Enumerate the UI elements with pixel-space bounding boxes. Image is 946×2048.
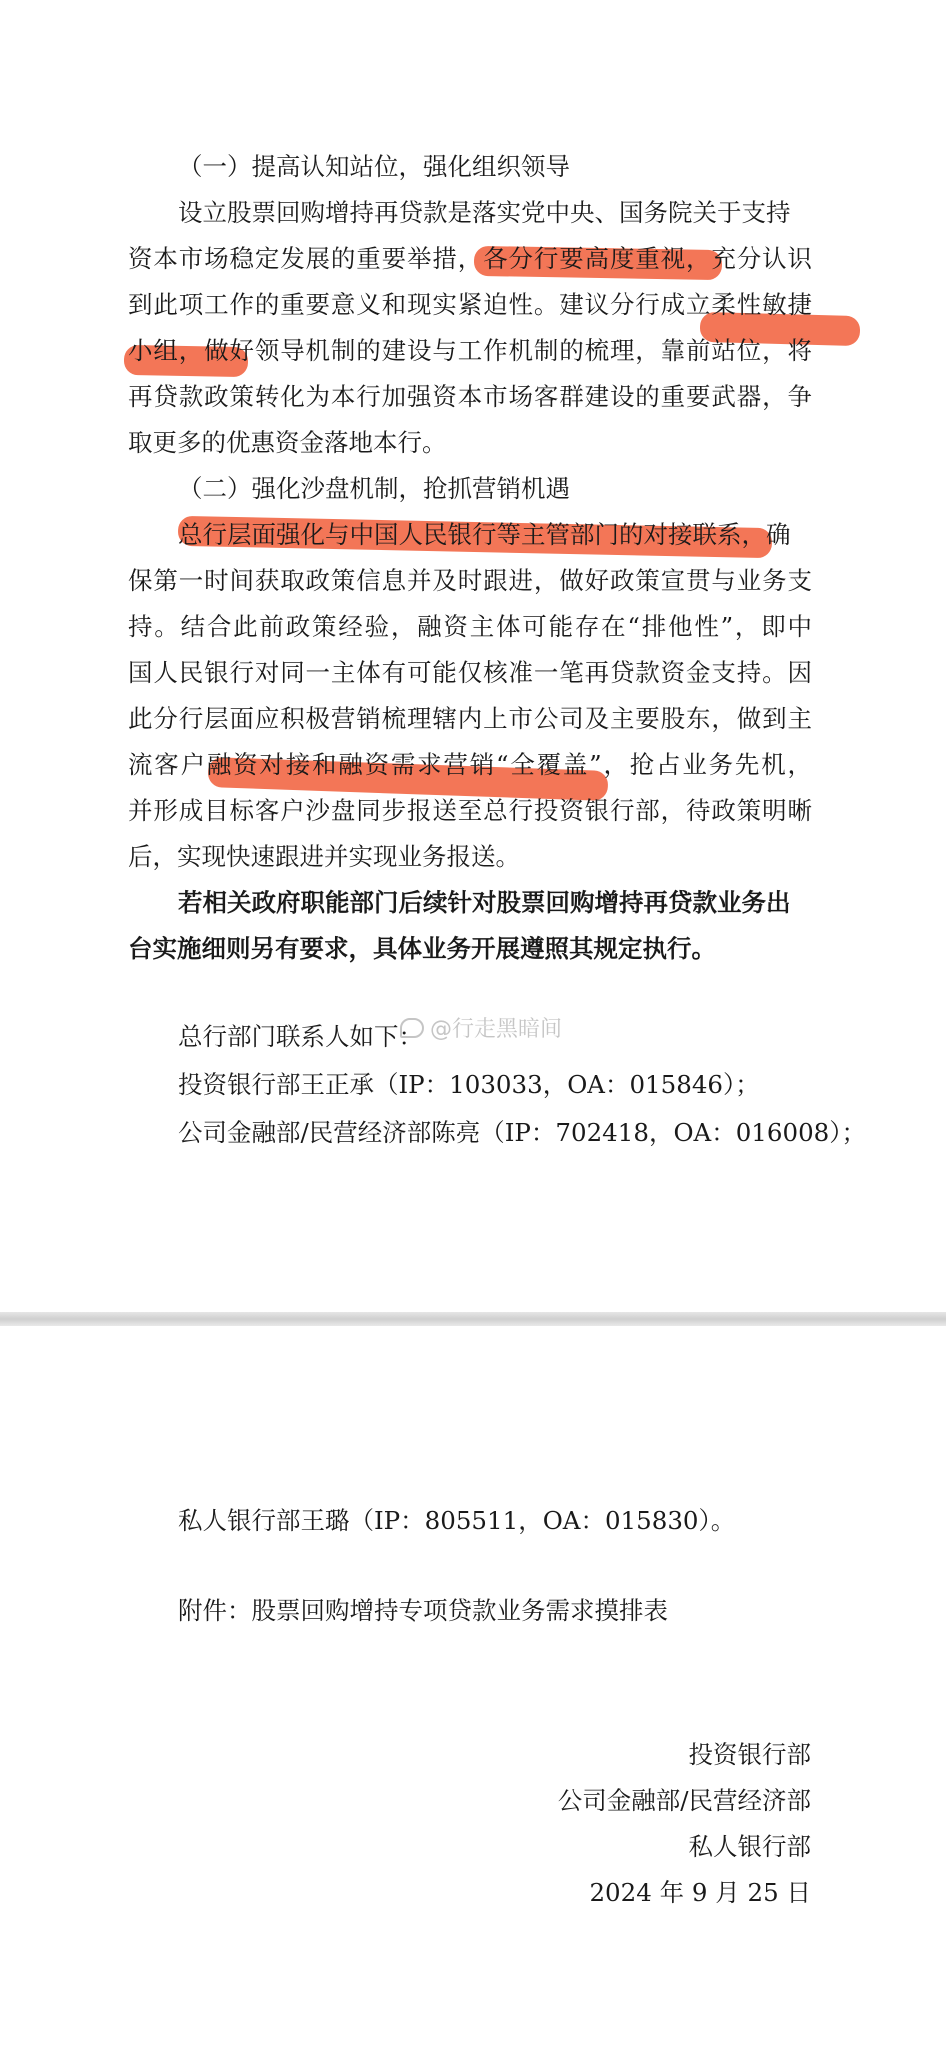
paragraph-line: 并形成目标客户沙盘同步报送至总行投资银行部，待政策明晰 [128, 796, 812, 825]
paragraph-line: 流客户融资对接和融资需求营销“全覆盖”，抢占业务先机， [128, 750, 812, 779]
signature-department: 公司金融部/民营经济部 [557, 1786, 811, 1815]
signature-department: 投资银行部 [688, 1740, 811, 1769]
document-page-2 [0, 1326, 946, 2048]
page-separator [0, 1312, 946, 1326]
contact-item: 投资银行部王正承（IP：103033，OA：015846）； [178, 1070, 760, 1099]
section2-heading: （二）强化沙盘机制，抢抓营销机遇 [178, 474, 570, 503]
notice-line: 若相关政府职能部门后续针对股票回购增持再贷款业务出 [178, 888, 791, 917]
paragraph-line: 再贷款政策转化为本行加强资本市场客群建设的重要武器，争 [128, 382, 812, 411]
contact-item: 私人银行部王璐（IP：805511，OA：015830）。 [178, 1506, 736, 1535]
document-date: 2024 年 9 月 25 日 [589, 1878, 811, 1907]
attachment-line: 附件：股票回购增持专项贷款业务需求摸排表 [178, 1596, 668, 1625]
paragraph-line: 总行层面强化与中国人民银行等主管部门的对接联系，确 [178, 520, 791, 549]
weibo-icon [400, 1018, 424, 1038]
paragraph-line: 持。结合此前政策经验，融资主体可能存在“排他性”，即中 [128, 612, 812, 641]
contacts-title: 总行部门联系人如下： [178, 1022, 423, 1051]
paragraph-line: 设立股票回购增持再贷款是落实党中央、国务院关于支持 [178, 198, 791, 227]
notice-line: 台实施细则另有要求，具体业务开展遵照其规定执行。 [128, 934, 716, 963]
watermark [400, 1012, 562, 1043]
paragraph-line: 国人民银行对同一主体有可能仅核准一笔再贷款资金支持。因 [128, 658, 812, 687]
section1-heading: （一）提高认知站位，强化组织领导 [178, 152, 570, 181]
paragraph-line: 资本市场稳定发展的重要举措，各分行要高度重视，充分认识 [128, 244, 812, 273]
paragraph-line: 后，实现快速跟进并实现业务报送。 [128, 842, 520, 871]
paragraph-line: 保第一时间获取政策信息并及时跟进，做好政策宣贯与业务支 [128, 566, 812, 595]
paragraph-line: 到此项工作的重要意义和现实紧迫性。建议分行成立柔性敏捷 [128, 290, 812, 319]
signature-department: 私人银行部 [688, 1832, 811, 1861]
paragraph-line: 取更多的优惠资金落地本行。 [128, 428, 447, 457]
paragraph-line: 此分行层面应积极营销梳理辖内上市公司及主要股东，做到主 [128, 704, 812, 733]
watermark-text: @行走黑暗间 [430, 1017, 563, 1042]
contact-item: 公司金融部/民营经济部陈亮（IP：702418，OA：016008）； [178, 1118, 866, 1147]
paragraph-line: 小组，做好领导机制的建设与工作机制的梳理，靠前站位，将 [128, 336, 812, 365]
